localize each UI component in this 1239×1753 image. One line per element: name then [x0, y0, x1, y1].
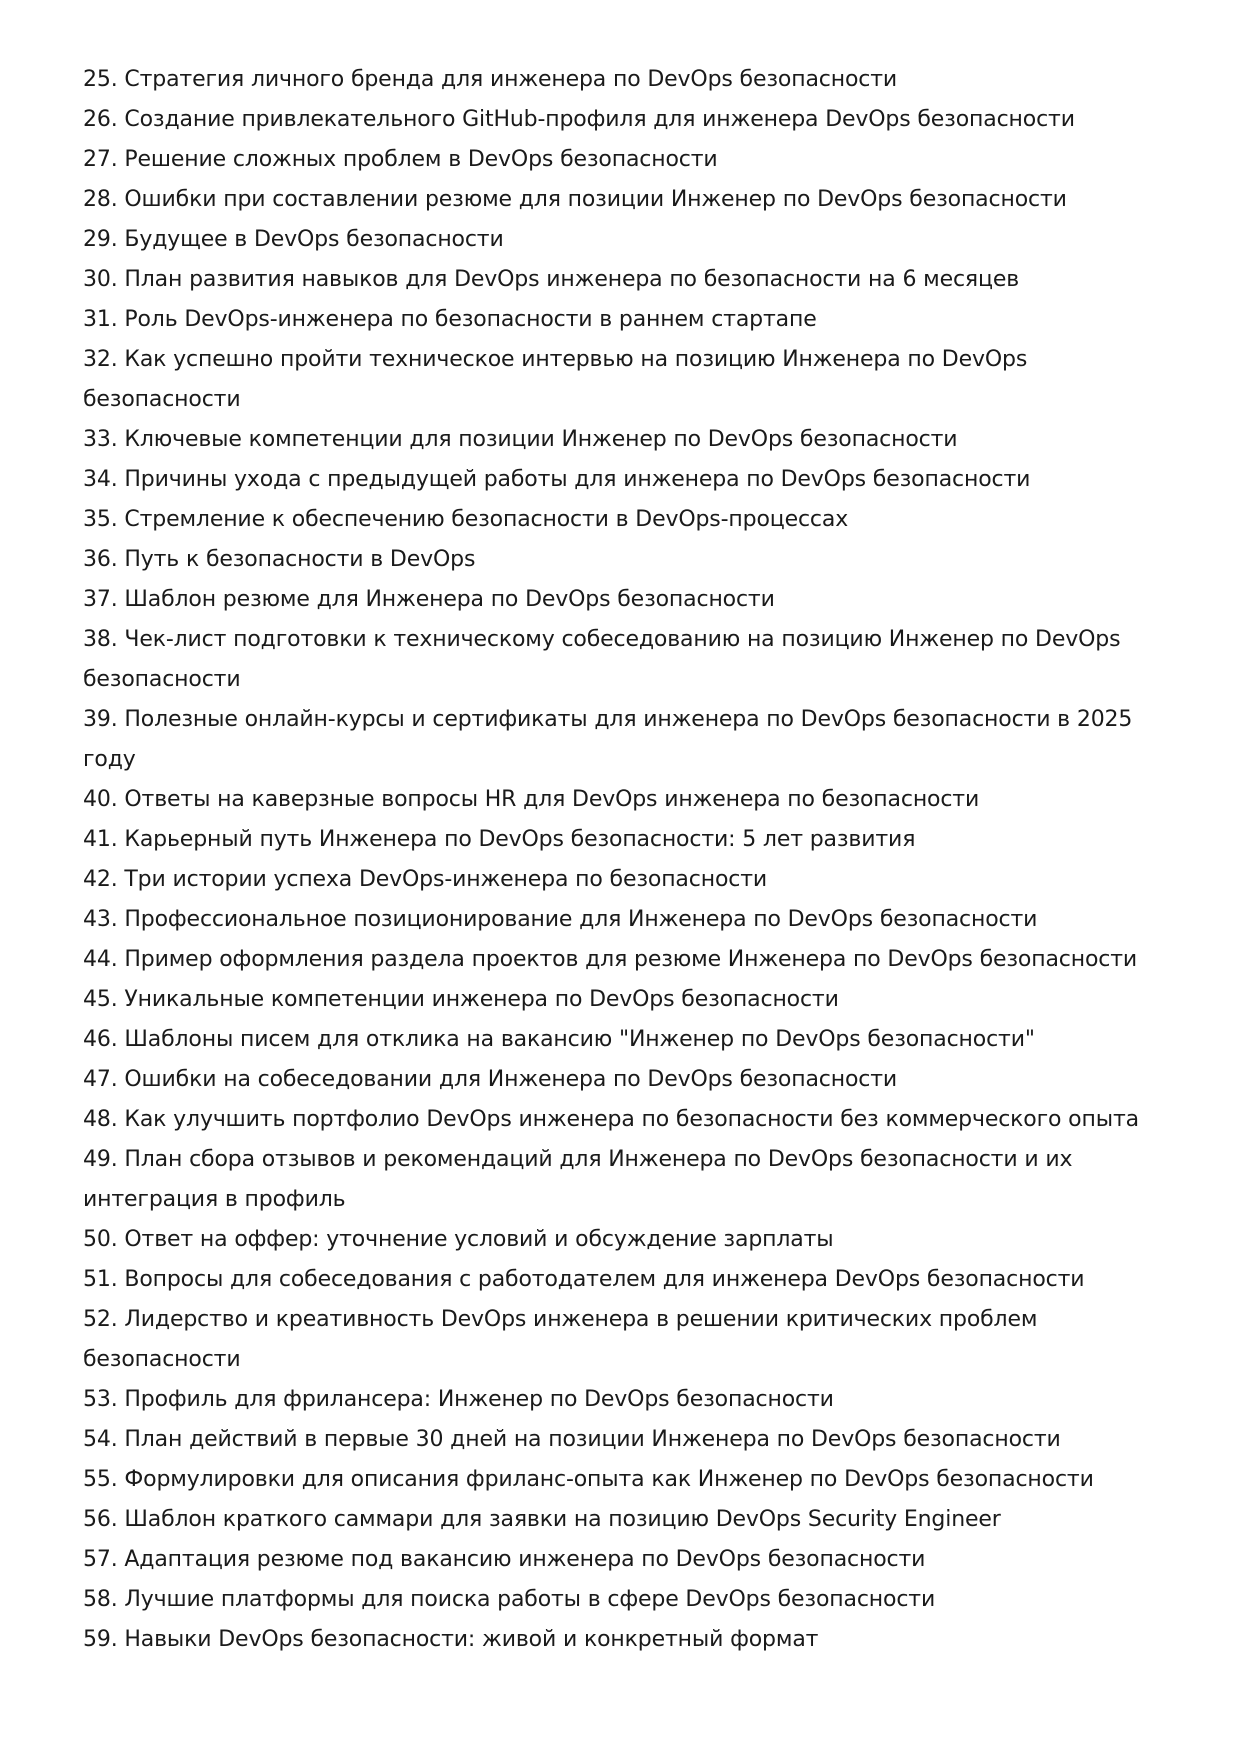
list-item: 28. Ошибки при составлении резюме для позиции Инженер по DevOps безопасности [83, 187, 1067, 212]
list-item: 45. Уникальные компетенции инженера по DevOps безопасности [83, 987, 839, 1012]
list-item: 52. Лидерство и креативность DevOps инженера в решении критических проблем безопасности [83, 1307, 1038, 1372]
list-item: 54. План действий в первые 30 дней на позиции Инженера по DevOps безопасности [83, 1427, 1061, 1452]
list-item: 58. Лучшие платформы для поиска работы в сфере DevOps безопасности [83, 1587, 936, 1612]
document-list [83, 60, 1173, 1660]
list-item: 27. Решение сложных проблем в DevOps безопасности [83, 147, 718, 172]
list-item: 33. Ключевые компетенции для позиции Инженер по DevOps безопасности [83, 427, 958, 452]
list-item: 53. Профиль для фрилансера: Инженер по DevOps безопасности [83, 1387, 834, 1412]
list-item: 39. Полезные онлайн-курсы и сертификаты для инженера по DevOps безопасности в 2025 году [83, 707, 1133, 772]
list-item: 35. Стремление к обеспечению безопасности в DevOps-процессах [83, 507, 849, 532]
list-item: 49. План сбора отзывов и рекомендаций для Инженера по DevOps безопасности и их интеграция в профиль [83, 1147, 1073, 1212]
list-item: 29. Будущее в DevOps безопасности [83, 227, 504, 252]
list-item: 43. Профессиональное позиционирование для Инженера по DevOps безопасности [83, 907, 1038, 932]
list-item: 42. Три истории успеха DevOps-инженера по безопасности [83, 867, 768, 892]
list-item: 32. Как успешно пройти техническое интервью на позицию Инженера по DevOps безопасности [83, 347, 1028, 412]
list-item: 26. Создание привлекательного GitHub-профиля для инженера DevOps безопасности [83, 107, 1075, 132]
list-item: 50. Ответ на оффер: уточнение условий и обсуждение зарплаты [83, 1227, 834, 1252]
list-item: 40. Ответы на каверзные вопросы HR для DevOps инженера по безопасности [83, 787, 980, 812]
list-item: 59. Навыки DevOps безопасности: живой и конкретный формат [83, 1627, 819, 1652]
list-item: 38. Чек-лист подготовки к техническому собеседованию на позицию Инженер по DevOps безопасности [83, 627, 1121, 692]
list-item: 25. Стратегия личного бренда для инженера по DevOps безопасности [83, 67, 898, 92]
list-item: 31. Роль DevOps-инженера по безопасности в раннем стартапе [83, 307, 817, 332]
list-item: 46. Шаблоны писем для отклика на вакансию "Инженер по DevOps безопасности" [83, 1027, 1035, 1052]
list-item: 51. Вопросы для собеседования с работодателем для инженера DevOps безопасности [83, 1267, 1085, 1292]
list-item: 41. Карьерный путь Инженера по DevOps безопасности: 5 лет развития [83, 827, 916, 852]
list-item: 44. Пример оформления раздела проектов для резюме Инженера по DevOps безопасности [83, 947, 1138, 972]
list-item: 47. Ошибки на собеседовании для Инженера по DevOps безопасности [83, 1067, 898, 1092]
list-item: 55. Формулировки для описания фриланс-опыта как Инженер по DevOps безопасности [83, 1467, 1094, 1492]
list-item: 48. Как улучшить портфолио DevOps инженера по безопасности без коммерческого опыта [83, 1107, 1139, 1132]
list-item: 57. Адаптация резюме под вакансию инженера по DevOps безопасности [83, 1547, 926, 1572]
list-item: 56. Шаблон краткого саммари для заявки на позицию DevOps Security Engineer [83, 1507, 1001, 1532]
list-item: 36. Путь к безопасности в DevOps [83, 547, 476, 572]
list-item: 34. Причины ухода с предыдущей работы для инженера по DevOps безопасности [83, 467, 1031, 492]
list-item: 37. Шаблон резюме для Инженера по DevOps безопасности [83, 587, 775, 612]
list-item: 30. План развития навыков для DevOps инженера по безопасности на 6 месяцев [83, 267, 1020, 292]
